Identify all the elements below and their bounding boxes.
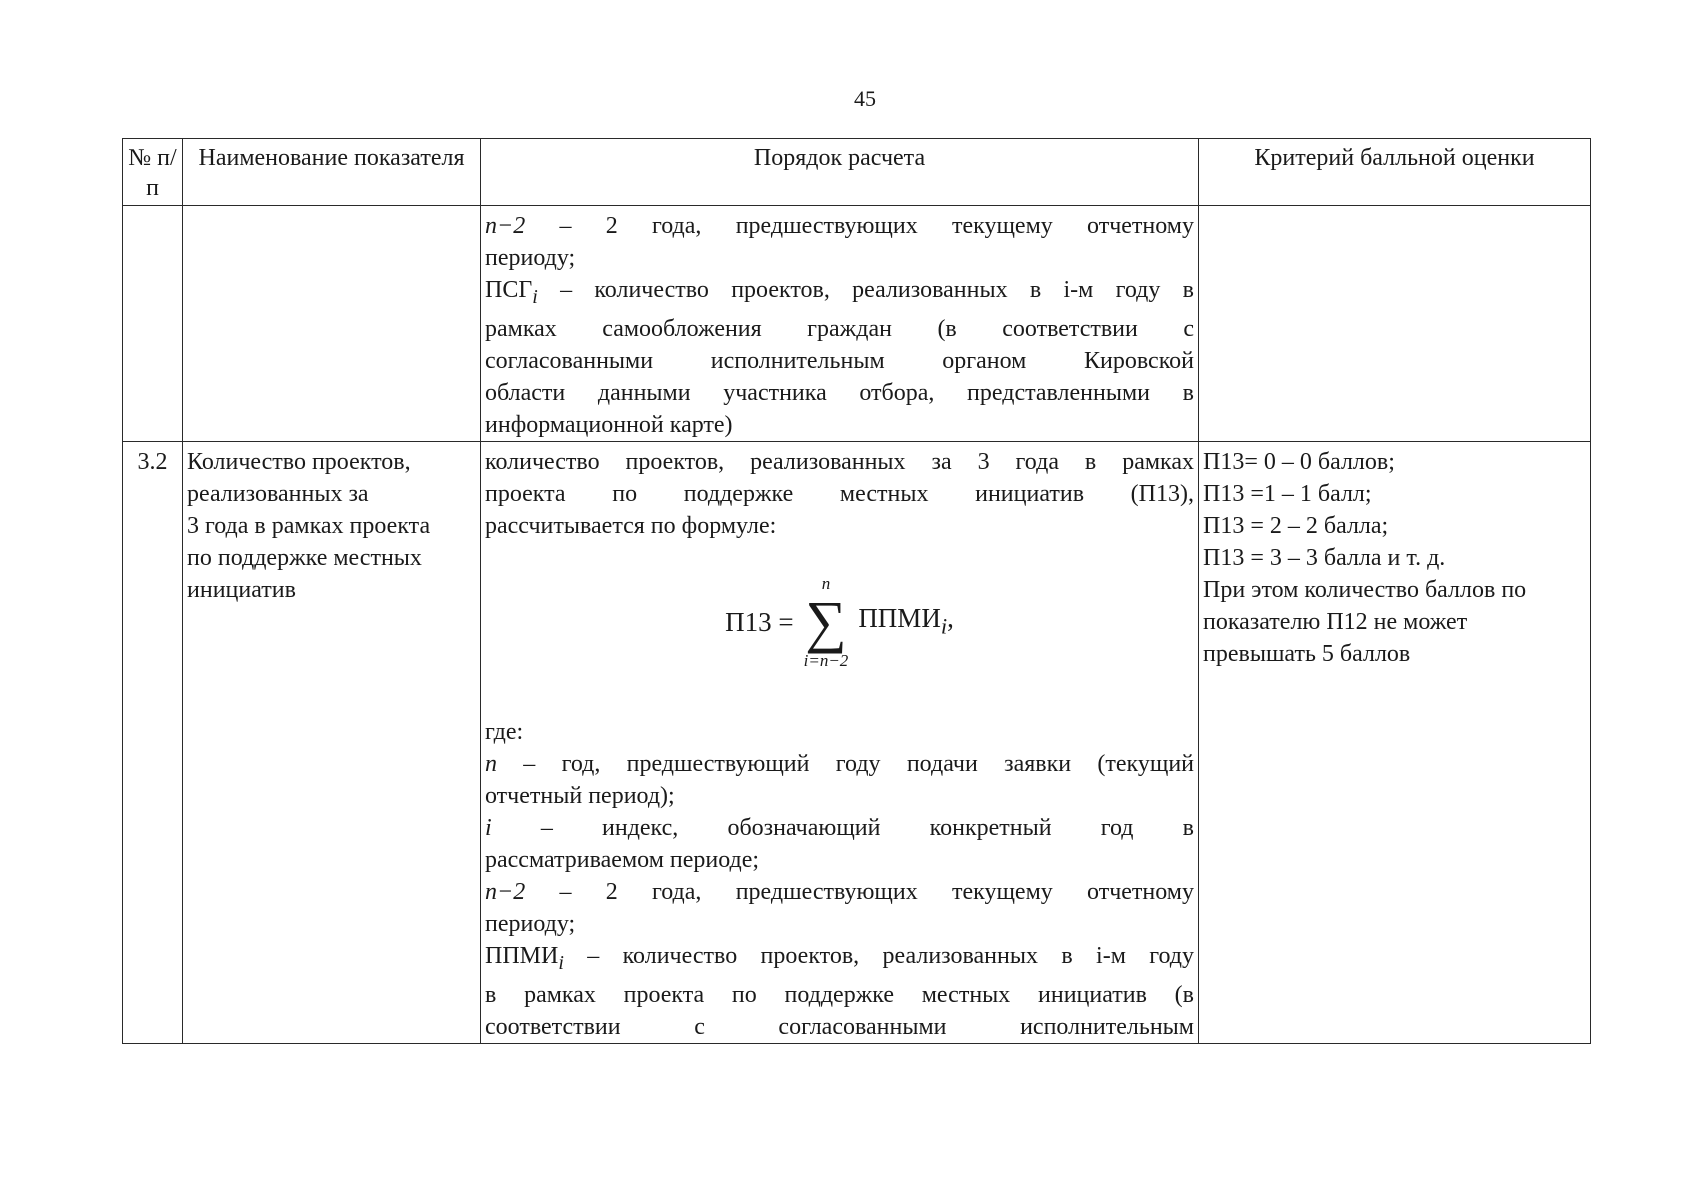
- table-row-continued: [123, 206, 1591, 442]
- cell-calc: [481, 206, 1199, 442]
- formula-tail: ,: [947, 602, 954, 633]
- term-subscript: i: [532, 285, 538, 308]
- header-name: Наименование показателя: [183, 139, 481, 206]
- table-header-row: [123, 139, 1591, 206]
- calc-line: [485, 242, 1194, 274]
- formula-term-text: ППМИ: [858, 602, 941, 633]
- term-symbol: n: [485, 750, 497, 777]
- name-line: реализованных за: [187, 480, 369, 507]
- term-symbol: n−2: [485, 213, 526, 239]
- line-text: рассматриваемом периоде;: [485, 846, 760, 873]
- calc-definition-list: [485, 210, 1194, 441]
- criterion-list: [1203, 446, 1586, 670]
- sum-upper-limit: n: [821, 573, 831, 593]
- calc-line: [485, 313, 1194, 345]
- cell-name: [183, 206, 481, 442]
- term-subscript: i: [558, 951, 564, 974]
- calc-line: [485, 812, 1194, 844]
- page-number: 45: [854, 86, 876, 111]
- calc-intro: [485, 446, 1194, 542]
- name-line: Количество проектов,: [187, 448, 411, 475]
- cell-num: [123, 206, 183, 442]
- criterion-line: При этом количество баллов по: [1203, 576, 1527, 603]
- calc-line: [485, 876, 1194, 908]
- cell-calc: [481, 441, 1199, 1043]
- term-symbol: n−2: [485, 878, 526, 905]
- cell-num: 3.2: [123, 441, 183, 1043]
- calc-line: [485, 274, 1194, 313]
- line-text: – 2 года, предшествующих текущему отчетному: [525, 213, 1194, 239]
- line-text: – количество проектов, реализованных в i-м году в: [537, 277, 1194, 303]
- where-label: где:: [485, 718, 524, 745]
- cell-criterion: [1199, 441, 1591, 1043]
- formula-term-sub: i: [940, 612, 948, 638]
- sum-operator: [804, 575, 849, 669]
- calc-line: [485, 844, 1194, 876]
- criterion-line: П13= 0 – 0 баллов;: [1203, 448, 1395, 475]
- calc-line: [485, 748, 1194, 780]
- term-symbol: ПСГ: [485, 277, 533, 303]
- formula-term: [858, 602, 954, 642]
- line-text: – 2 года, предшествующих текущему отчетному: [525, 878, 1194, 905]
- calc-definition-list: [485, 748, 1194, 1043]
- line-text: рамках самообложения граждан (в соответствии с: [485, 315, 1194, 342]
- line-text: области данными участника отбора, представленными в: [485, 379, 1194, 406]
- header-num: № п/п: [123, 139, 183, 206]
- name-line: по поддержке местных: [187, 544, 422, 571]
- name-line: 3 года в рамках проекта: [187, 512, 431, 539]
- indicator-name: [187, 446, 476, 606]
- sum-lower-limit: i=n−2: [803, 650, 849, 670]
- calc-line: [485, 979, 1194, 1011]
- line-text: согласованными исполнительным органом Кировской: [485, 347, 1194, 374]
- line-text: периоду;: [485, 910, 576, 937]
- cell-criterion: [1199, 206, 1591, 442]
- line-text: отчетный период);: [485, 782, 675, 809]
- calc-line: [485, 940, 1194, 979]
- criterion-line: показателю П12 не может: [1203, 608, 1468, 635]
- table-row-3-2: [123, 441, 1591, 1043]
- criterion-line: превышать 5 баллов: [1203, 640, 1411, 667]
- header-criterion: Критерий балльной оценки: [1199, 139, 1591, 206]
- calc-line: [485, 780, 1194, 812]
- calc-line: [485, 1011, 1194, 1043]
- calc-intro-line: проекта по поддержке местных инициатив (П13),: [485, 480, 1194, 507]
- calc-line: [485, 345, 1194, 377]
- calc-line: [485, 908, 1194, 940]
- term-symbol: ППМИ: [485, 942, 559, 969]
- line-text: соответствии с согласованными исполнительным: [485, 1013, 1194, 1040]
- line-text: периоду;: [485, 245, 576, 271]
- calc-intro-line: рассчитывается по формуле:: [485, 512, 777, 539]
- line-text: – индекс, обозначающий конкретный год в: [491, 814, 1194, 841]
- header-calc: Порядок расчета: [481, 139, 1199, 206]
- line-text: информационной карте): [485, 411, 733, 438]
- criteria-table: [122, 138, 1591, 1044]
- formula-lhs: П13 =: [725, 606, 794, 637]
- calc-line: [485, 377, 1194, 409]
- criterion-line: П13 = 2 – 2 балла;: [1203, 512, 1389, 539]
- line-text: – год, предшествующий году подачи заявки (текущий: [497, 750, 1194, 777]
- sigma-symbol: ∑: [805, 588, 847, 654]
- calc-line: [485, 210, 1194, 242]
- criterion-line: П13 =1 – 1 балл;: [1203, 480, 1372, 507]
- line-text: в рамках проекта по поддержке местных инициатив (в: [485, 981, 1194, 1008]
- line-text: – количество проектов, реализованных в i-м году: [563, 942, 1194, 969]
- name-line: инициатив: [187, 576, 296, 603]
- cell-name: [183, 441, 481, 1043]
- calc-line: [485, 409, 1194, 441]
- formula: [485, 548, 1194, 696]
- term-symbol: i: [485, 814, 492, 841]
- calc-intro-line: количество проектов, реализованных за 3 года в рамках: [485, 448, 1194, 475]
- criterion-line: П13 = 3 – 3 балла и т. д.: [1203, 544, 1446, 571]
